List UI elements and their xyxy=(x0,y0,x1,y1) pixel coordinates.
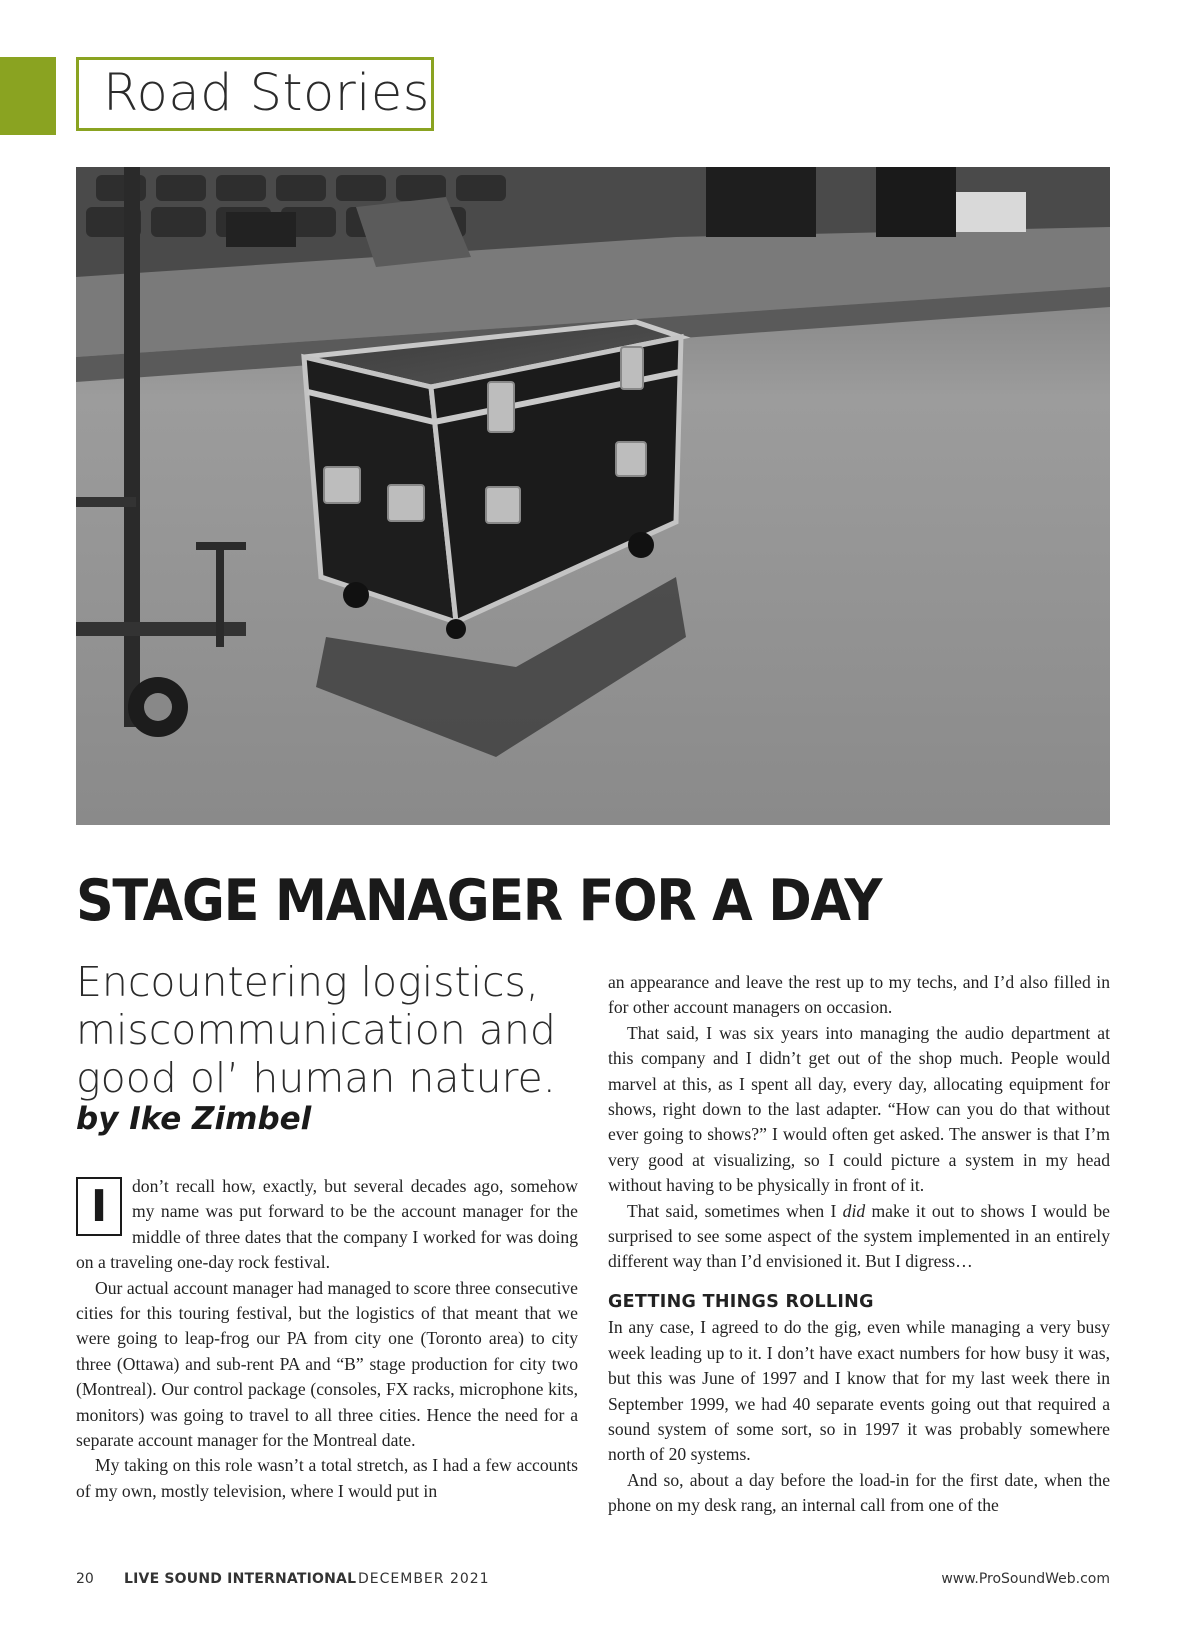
publication-name: LIVE SOUND INTERNATIONAL xyxy=(124,1571,357,1587)
article-deck: Encountering logistics, miscommunication and good ol’ human nature. xyxy=(76,958,556,1102)
paragraph: And so, about a day before the load-in for the first date, when the phone on my desk rang, an internal call from one of the xyxy=(608,1469,1110,1516)
paragraph: That said, I was six years into managing the audio department at this company and I didn’t get out of the shop much. People would marvel at this, as I spent all day, every day, allocating equipment for shows, right down to the last adapter. “How can you do that without ever going to shows?” I would often get asked. The answer is that I’m very good at visualizing, so I could picture a system in my head without having to be physically in front of it. xyxy=(608,1022,1110,1196)
article-photo xyxy=(76,167,1110,825)
issue-date: DECEMBER 2021 xyxy=(358,1571,490,1587)
paragraph: Our actual account manager had managed to score three consecutive cities for this touring festival, but the logistics of that meant that we were going to leap-frog our PA from city one (Toronto area) to city three (Ottawa) and sub-rent PA and “B” stage production for city two (Montreal). Our control package (consoles, FX racks, microphone kits, monitors) was going to travel to all three cities. Hence the need for a separate account manager for the Montreal date. xyxy=(76,1277,578,1451)
section-label-box xyxy=(76,57,434,131)
article-headline: STAGE MANAGER FOR A DAY xyxy=(76,868,882,934)
paragraph: My taking on this role wasn’t a total stretch, as I had a few accounts of my own, mostly television, where I would put in xyxy=(76,1455,578,1501)
section-title: Road Stories xyxy=(103,64,430,123)
paragraph: In any case, I agreed to do the gig, even while managing a very busy week leading up to it. I don’t have exact numbers for how busy it was, but this was June of 1997 and I know that for my last week there in September 1999, we had 40 separate events going out that required a sound system of some sort, so in 1997 it was probably somewhere north of 20 systems. xyxy=(608,1317,1110,1465)
paragraph: That said, sometimes when I did make it out to shows I would be surprised to see some aspect of the system implemented in an entirely different way than I’d envisioned it. But I digress… xyxy=(608,1200,1110,1272)
left-column xyxy=(76,1174,578,1504)
page-number: 20 xyxy=(76,1571,94,1587)
website-link[interactable]: www.ProSoundWeb.com xyxy=(941,1571,1110,1587)
article-byline: by Ike Zimbel xyxy=(76,1101,312,1137)
section-accent-bar xyxy=(0,57,56,135)
drop-cap: I xyxy=(76,1177,122,1236)
section-subhead: GETTING THINGS ROLLING xyxy=(608,1291,874,1312)
paragraph: I don’t recall how, exactly, but several decades ago, somehow my name was put forward to be the account manager for the middle of three dates that the company I worked for was doing on a traveling one-day rock festival. xyxy=(76,1176,578,1273)
paragraph: an appearance and leave the rest up to my techs, and I’d also filled in for other account managers on occasion. xyxy=(608,972,1110,1018)
right-column xyxy=(608,970,1110,1519)
